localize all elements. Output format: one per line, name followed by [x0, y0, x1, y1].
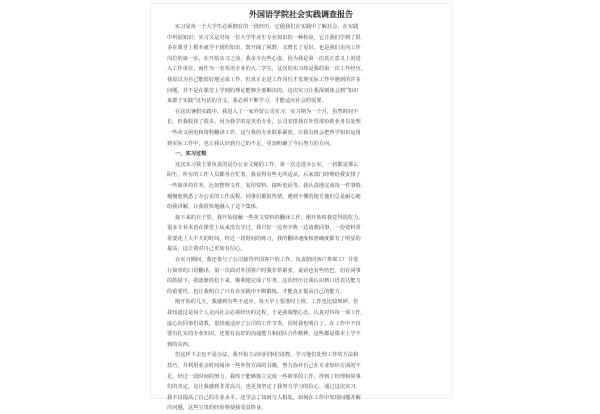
text-line: 我不仅提高了自己的专业水平，还学会了如何与人相处，如何在工作中发现问题并解: [167, 394, 361, 401]
text-line: 多在课堂上根本就学不到的知识，既开阔了视野，又增长了见识，也是我们走向工作: [167, 45, 361, 52]
text-line: 来源于实践”这句话的含义，我必须不断学习，才能适应社会的需要。: [167, 98, 327, 105]
text-line: 到的东西。: [167, 341, 194, 348]
document-title: 外国语学院社会实践调查报告: [249, 9, 353, 19]
text-line: 入工作单位，而作为一名英语专业的大二学生，这次的实习却是我的第一次工作经历。: [167, 66, 367, 73]
text-line: 刚开始的几天，我感到有些不适应，每天早上要准时上班，工作也比较琐碎。但: [175, 299, 359, 306]
text-line: 中巩固知识；实习又是对每一位大学毕业生专业知识的一种检验，它让我们学到了很: [167, 34, 361, 41]
text-line: 们的肯定。这让我感到非常高兴，也更加坚定了我努力学习的信心。通过这次实习，: [167, 384, 361, 391]
text-line: 行简单的口语翻译。第一次面对外国客户时我非常紧张，说话也有些结巴，但在同事: [167, 267, 361, 274]
text-line: 我知道这是每个人走向社会必须经历的过程，于是我调整心态，认真对待每一项工作，: [167, 310, 367, 317]
text-line: 接下来的日子里，我开始接触一些英文资料的翻译工作，刚开始时我觉得很吃力，: [175, 214, 364, 221]
text-line: 在实习期间，我还参与了公司接待外国客户的工作，负责陪同客户参观工厂并进: [175, 257, 359, 264]
text-line: 陌生，所有的工作人员都各自忙着，我显得有些无所适从。后来部门经理给我安排了: [167, 172, 361, 179]
text-line: 我原以为自己能很好地完成工作，但真正走进工作岗位才发现实际工作中遇到的许多: [167, 76, 361, 83]
text-line: 虚心向同事们请教，很快就适应了公司的工作节奏。同时我也明白了，在工作中不仅: [167, 320, 361, 327]
text-line: 问题，并不是在课堂上学到的理论能够全部解决的。这次实习让我深刻体会到“知识: [167, 87, 359, 94]
text-line: 这次实习我主要负责的是办公室文秘的工作，第一次走进办公室，一切都是那么: [175, 161, 359, 168]
text-line: 常要花上大半天的时间。经过一段时间的练习，我的翻译速度和准确度都有了明显的: [167, 235, 361, 242]
text-line: 在这次暑假实践中，我进入了一家外贸公司实习，实习期为一个月，虽然时间不: [175, 108, 359, 115]
text-line: 的鼓励下，我逐渐放松下来，顺利地完成了任务。这次经历让我认识到口语表达能力: [167, 278, 361, 285]
document-page: [151, 4, 451, 412]
text-line: 到实际工作中，也让我认识到自己的不足，更加明确了今后努力的方向。: [167, 140, 335, 147]
document-body: [167, 22, 435, 412]
text-line: 慢慢地熟悉了办公室的工作流程。同事们都很热情，遇到不懂的地方他们总是耐心地: [167, 193, 361, 200]
text-line: 但这样下去也不是办法，我开始主动向同事们请教，学习他们处理工作的方法和: [175, 352, 359, 359]
text-line: 要有扎实的专业知识，还要有良好的沟通能力和团队合作精神，这些都是课本上学不: [167, 331, 361, 338]
text-line: 一些英文函电和资料翻译工作，这与我的专业联系紧密，让我有机会把所学知识运用: [167, 129, 361, 136]
text-line: 给我讲解，让我很快地融入了这个集体。: [167, 204, 262, 211]
section-heading: 一、实习过程: [175, 151, 207, 158]
text-line: 技巧，并利用业余时间阅读一些外贸方面的书籍，努力弥补自己在专业知识方面的不: [167, 363, 361, 369]
text-line: 决问题，这些宝贵的经验将使我受益终身。: [167, 405, 267, 412]
text-line: 很多专业术语在课堂上从来没有学过，我只好一边查字典一边请教同事，一份资料常: [167, 225, 361, 232]
text-line: 的重要性，也让我明白了只有在实践中不断锻炼，才能真正提高自己的能力。: [167, 288, 346, 295]
text-line: 岗位的第一步。在开始实习之前，我多少有些心虚，因为我是第一次真正意义上的进: [167, 55, 361, 62]
text-line: 实习是每一个大学生必须拥有的一段经历，它使我们在实践中了解社会、在实践: [175, 24, 359, 30]
text-line: 长，但我收获了很多。因为我学的是英语专业，公司安排我在外贸部协助业务员处理: [167, 119, 361, 126]
text-line: 提高，这让我对自己更加有信心。: [167, 246, 246, 253]
text-line: 一些简单的任务，比如整理文件、复印资料、接听电话等，我认真地完成每一件事情，: [167, 182, 367, 189]
text-line: 足。经过一段时间的努力，我终于能够独立完成一些简单的工作，得到了经理和同事: [167, 373, 361, 380]
